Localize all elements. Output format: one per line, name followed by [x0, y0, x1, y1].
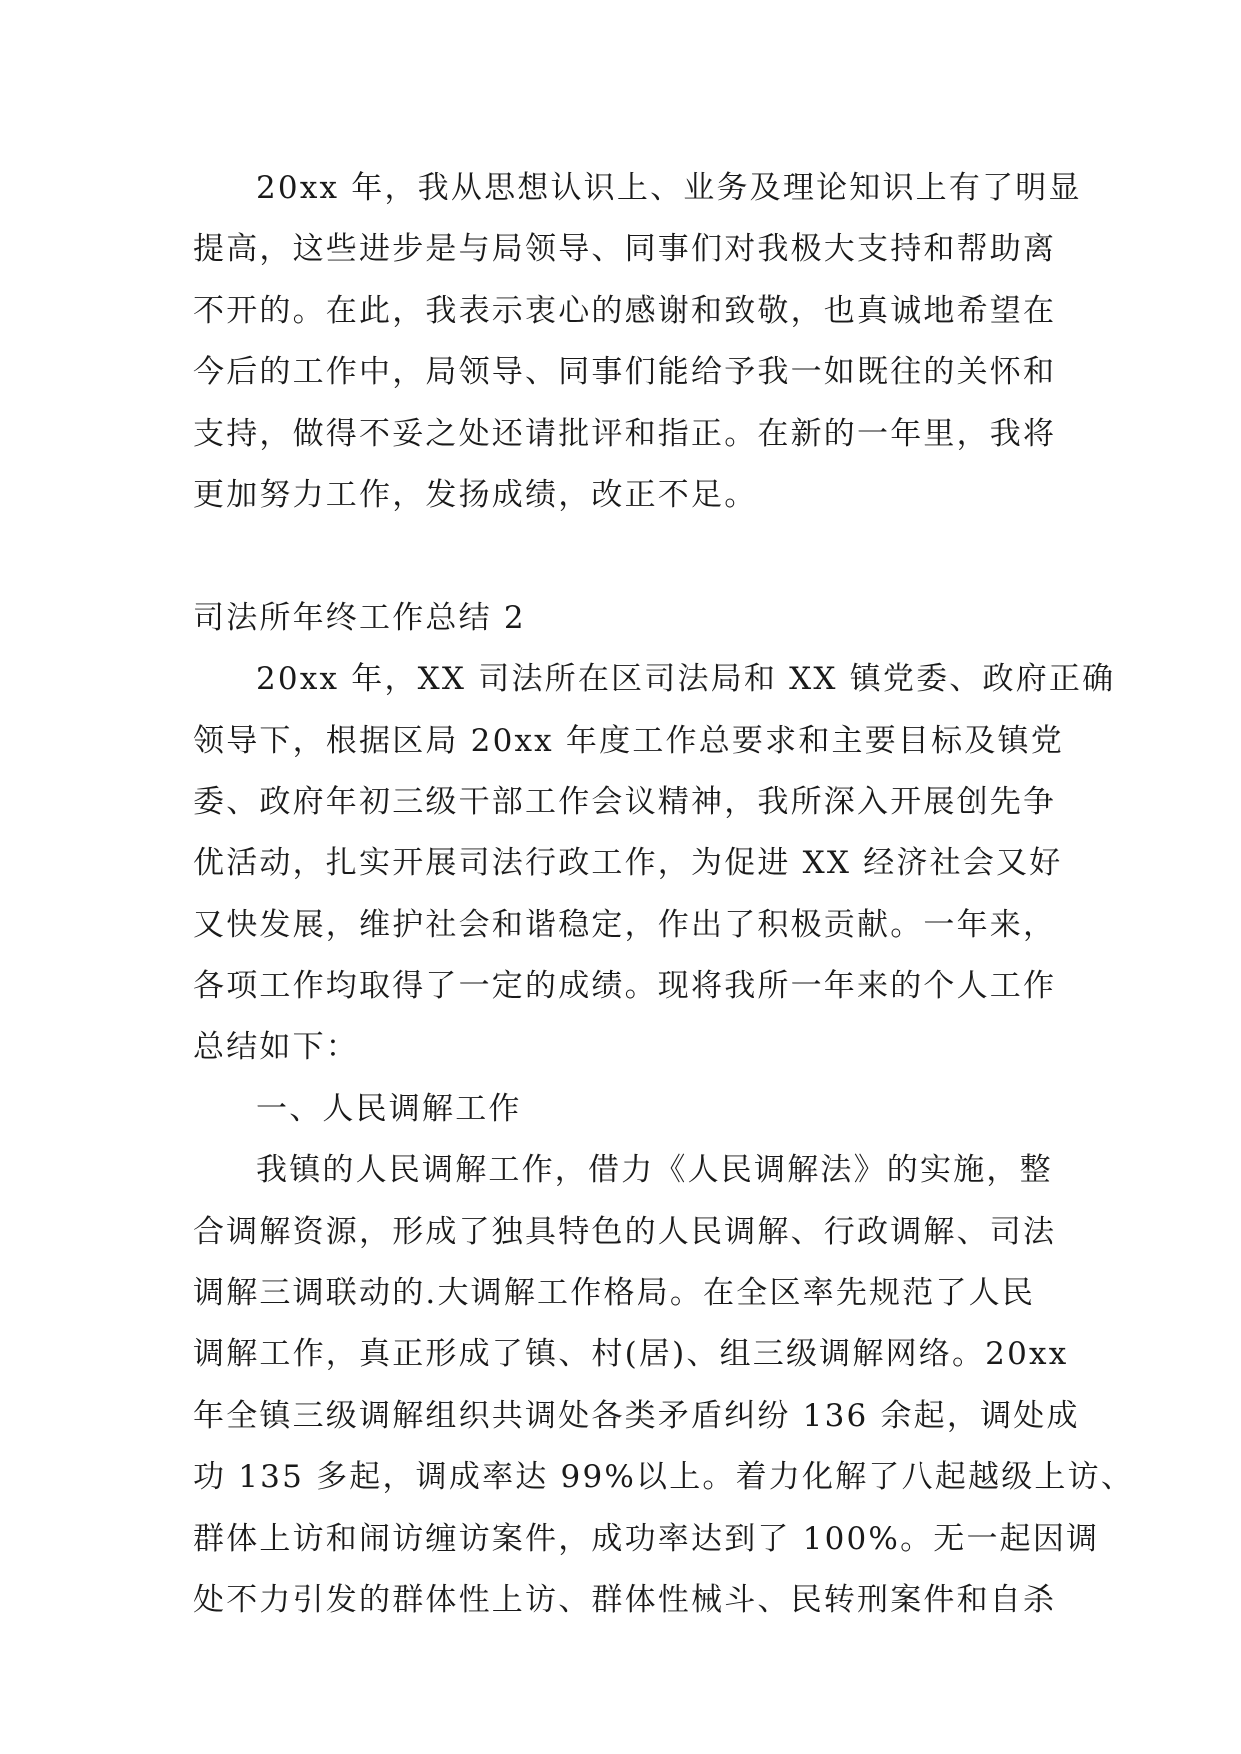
- text-line: 领导下，根据区局 20xx 年度工作总要求和主要目标及镇党: [193, 722, 1064, 759]
- text-line: 委、政府年初三级干部工作会议精神，我所深入开展创先争: [193, 783, 1057, 820]
- text-line: 优活动，扎实开展司法行政工作，为促进 XX 经济社会又好: [193, 845, 1063, 882]
- text-line: 群体上访和闹访缠访案件，成功率达到了 100%。无一起因调: [193, 1520, 1100, 1557]
- subheading: 一、人民调解工作: [256, 1090, 522, 1127]
- text-line: 合调解资源，形成了独具特色的人民调解、行政调解、司法: [193, 1213, 1057, 1250]
- text-line: 总结如下：: [193, 1029, 359, 1066]
- text-line: 今后的工作中，局领导、同事们能给予我一如既往的关怀和: [193, 354, 1057, 391]
- text-line: 20xx 年，XX 司法所在区司法局和 XX 镇党委、政府正确: [256, 661, 1116, 698]
- text-line: 支持，做得不妥之处还请批评和指正。在新的一年里，我将: [193, 415, 1057, 452]
- section-title: 司法所年终工作总结 2: [193, 599, 526, 636]
- text-line: 20xx 年，我从思想认识上、业务及理论知识上有了明显: [256, 170, 1082, 206]
- text-line: 不开的。在此，我表示衷心的感谢和致敬，也真诚地希望在: [193, 292, 1057, 329]
- text-line: 我镇的人民调解工作，借力《人民调解法》的实施，整: [256, 1152, 1053, 1189]
- document-page: [193, 158, 1135, 1631]
- text-line: 各项工作均取得了一定的成绩。现将我所一年来的个人工作: [193, 968, 1057, 1005]
- text-line: 提高，这些进步是与局领导、同事们对我极大支持和帮助离: [193, 231, 1057, 268]
- text-line: 调解工作，真正形成了镇、村(居)、组三级调解网络。20xx: [193, 1336, 1069, 1373]
- text-line: 又快发展，维护社会和谐稳定，作出了积极贡献。一年来，: [193, 906, 1057, 943]
- text-line: 年全镇三级调解组织共调处各类矛盾纠纷 136 余起，调处成: [193, 1397, 1080, 1434]
- paragraph-gap: [193, 526, 1053, 587]
- text-line: 功 135 多起，调成率达 99%以上。着力化解了八起越级上访、: [193, 1459, 1135, 1496]
- text-line: 调解三调联动的.大调解工作格局。在全区率先规范了人民: [193, 1275, 1036, 1312]
- paragraph-intro: [193, 649, 1116, 1079]
- text-line: 更加努力工作，发扬成绩，改正不足。: [193, 476, 758, 513]
- text-line: 处不力引发的群体性上访、群体性械斗、民转刑案件和自杀: [193, 1581, 1057, 1618]
- paragraph-mediation: [193, 1140, 1135, 1631]
- paragraph-conclusion: [193, 158, 1082, 526]
